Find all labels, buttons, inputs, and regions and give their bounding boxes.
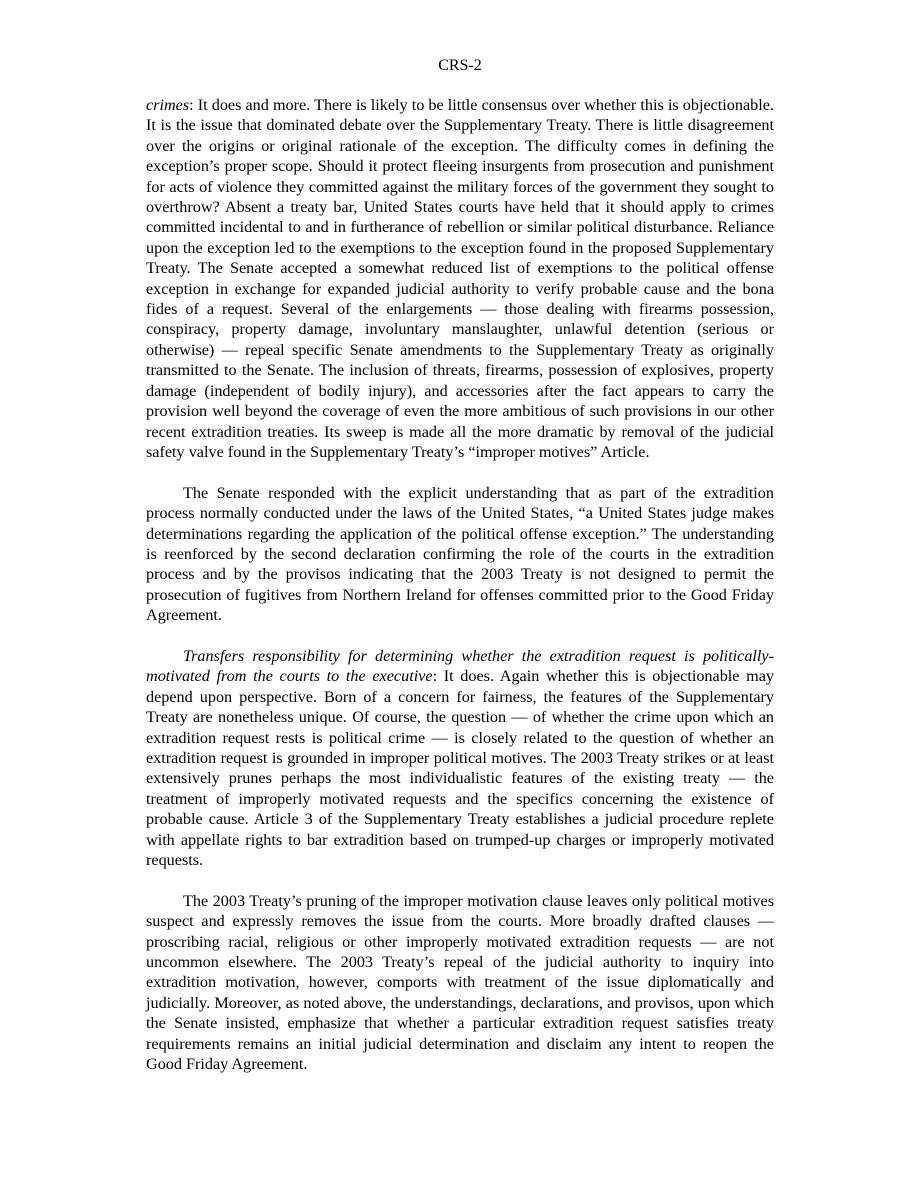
paragraph-text: : It does and more. There is likely to be little consensus over whether this is objectionable. It is the issue that dominated debate over the Supplementary Treaty. There is little disagreement over the origins or original rationale of the exception. The difficulty comes in defining the exception’s proper scope. Should it protect fleeing insurgents from prosecution and punishment for acts of violence they committed against the military forces of the government they sought to overthrow? Absent a treaty bar, United States courts have held that it should apply to crimes committed incidental to and in furtherance of rebellion or similar political disturbance. Reliance upon the exception led to the exemptions to the exception found in the proposed Supplementary Treaty. The Senate accepted a somewhat reduced list of exemptions to the political offense exception in exchange for expanded judicial authority to verify probable cause and the bona fides of a request. Several of the enlargements — those dealing with firearms possession, conspiracy, property damage, involuntary manslaughter, unlawful detention (serious or otherwise) — repeal specific Senate amendments to the Supplementary Treaty as originally transmitted to the Senate. The inclusion of threats, firearms, possession of explosives, property damage (independent of bodily injury), and accessories after the fact appears to carry the provision well beyond the coverage of even the more ambitious of such provisions in our other recent extradition treaties. Its sweep is made all the more dramatic by removal of the judicial safety valve found in the Supplementary Treaty’s “improper motives” Article. (146, 96, 774, 461)
paragraph-political-offense (146, 95, 774, 462)
paragraph-lead-italic: Transfers responsibility for determining whether the extradition request is politically-motivated from the courts to the executive (146, 646, 774, 686)
paragraph-senate-understanding (146, 483, 774, 626)
paragraph-text: The Senate responded with the explicit understanding that as part of the extradition process normally conducted under the laws of the United States, “a United States judge makes determinations regarding the application of the political offense exception.” The understanding is reenforced by the second declaration confirming the role of the courts in the extradition process and by the provisos indicating that the 2003 Treaty is not designed to permit the prosecution of fugitives from Northern Ireland for offenses committed prior to the Good Friday Agreement. (146, 483, 774, 625)
page-number-header: CRS-2 (438, 57, 482, 74)
paragraph-lead-italic: crimes (146, 96, 190, 114)
paragraph-text: : It does. Again whether this is objectionable may depend upon perspective. Born of a concern for fairness, the features of the Supplementary Treaty are nonetheless unique. Of course, the question — of whether the crime upon which an extradition request rests is political crime — is closely related to the question of whether an extradition request is grounded in improper political motives. The 2003 Treaty strikes or at least extensively prunes perhaps the most individualistic features of the existing treaty — the treatment of improperly motivated requests and the specifics concerning the existence of probable cause. Article 3 of the Supplementary Treaty establishes a judicial procedure replete with appellate rights to bar extradition based on trumped-up charges or improperly motivated requests. (146, 667, 774, 869)
paragraph-transfers-responsibility (146, 646, 774, 870)
paragraph-text: The 2003 Treaty’s pruning of the improper motivation clause leaves only political motives suspect and expressly removes the issue from the courts. More broadly drafted clauses — proscribing racial, religious or other improperly motivated extradition requests — are not uncommon elsewhere. The 2003 Treaty’s repeal of the judicial authority to inquiry into extradition motivation, however, comports with treatment of the issue diplomatically and judicially. Moreover, as noted above, the understandings, declarations, and provisos, upon which the Senate insisted, emphasize that whether a particular extradition request satisfies treaty requirements remains an initial judicial determination and disclaim any intent to reopen the Good Friday Agreement. (146, 891, 774, 1074)
document-body (146, 95, 774, 1074)
paragraph-improper-motivation (146, 891, 774, 1075)
